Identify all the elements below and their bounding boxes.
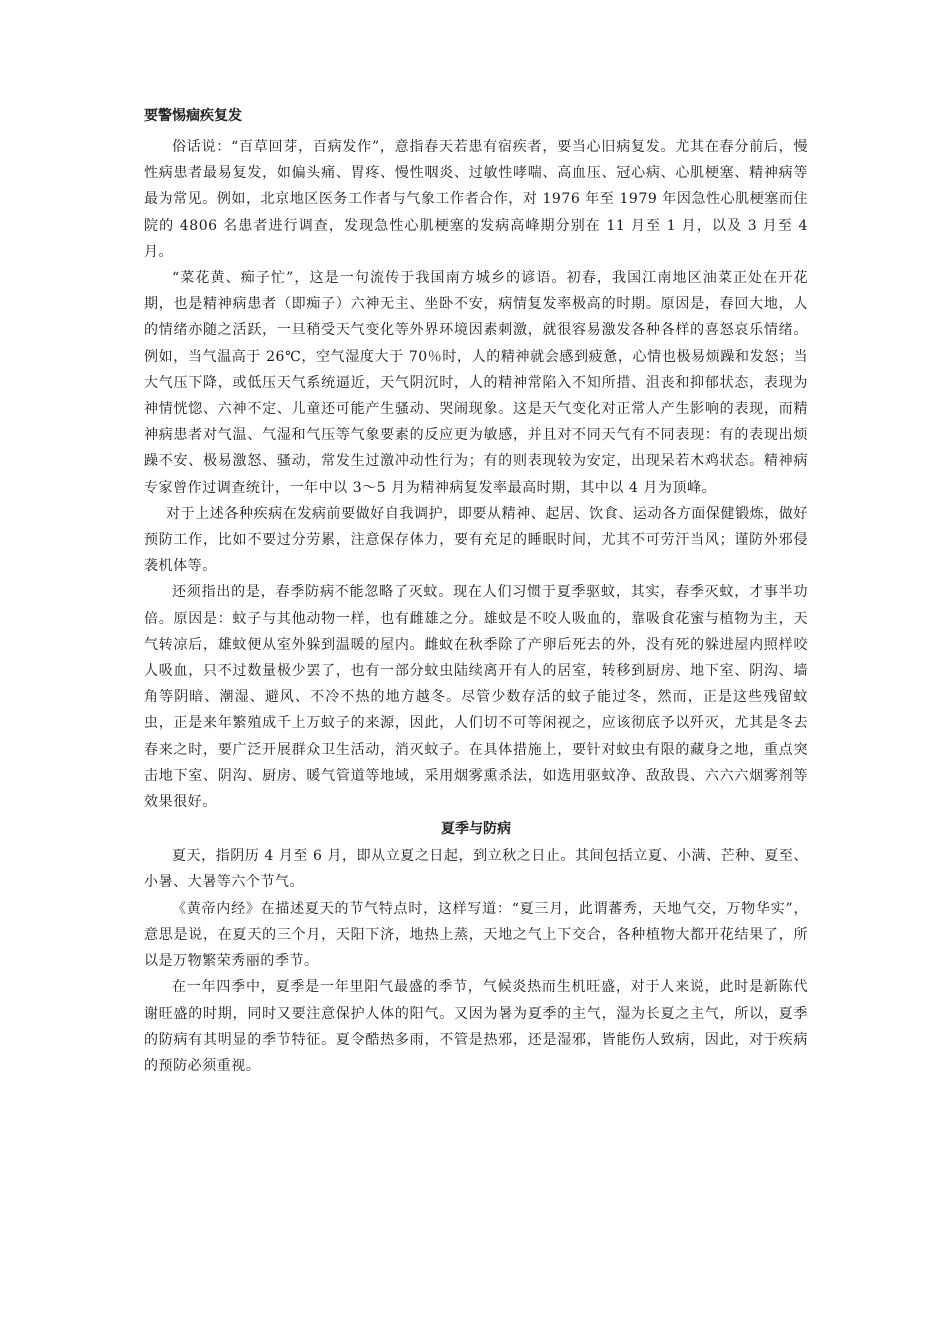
paragraph-huangdi-neijing: 《黄帝内经》在描述夏天的节气特点时，这样写道：“夏三月，此谓蕃秀，天地气交，万物华实”，意思是说，在夏天的三个月，天阳下济，地热上蒸，天地之气上下交合，各种植物大都开花结果了，所以是万物繁荣秀丽的季节。 (144, 900, 808, 970)
paragraph-mosquito-control: 还须指出的是，春季防病不能忽略了灭蚊。现在人们习惯于夏季驱蚊，其实，春季灭蚊，才事半功倍。原因是：蚊子与其他动物一样，也有雌雄之分。雄蚊是不咬人吸血的，靠吸食花蜜与植物为主，天气转凉后，雄蚊便从室外躲到温暖的屋内。雌蚊在秋季除了产卵后死去的外，没有死的躲进屋内照样咬人吸血，只不过数量极少罢了，也有一部分蚊虫陆续离开有人的居室，转移到厨房、地下室、阴沟、墙角等阴暗、潮湿、避风、不冷不热的地方越冬。尽管少数存活的蚊子能过冬，然而，正是这些残留蚊虫，正是来年繁殖成千上万蚊子的来源，因此，人们切不可等闲视之，应该彻底予以歼灭，尤其是冬去春来之时，要广泛开展群众卫生活动，消灭蚊子。在具体措施上，要针对蚊虫有限的藏身之地，重点突击地下室、阴沟、厨房、暖气管道等地域，采用烟雾熏杀法，如选用驱蚊净、敌敌畏、六六六烟雾剂等效果很好。 (144, 584, 808, 811)
paragraph-chronic-relapse: 俗话说：“百草回芽，百病发作”，意指春天若患有宿疾者，要当心旧病复发。尤其在春分前后，慢性病患者最易复发，如偏头痛、胃疼、慢性咽炎、过敏性哮喘、高血压、冠心病、心肌梗塞、精神病等最为常见。例如，北京地区医务工作者与气象工作者合作，对 1976 年至 1979 年因急性心肌梗塞而住院的 4806 名患者进行调查，发现急性心肌梗塞的发病高峰期分别在 11 月至 1 月，以及 3 月至 4 月。 (144, 139, 808, 260)
document-page (144, 98, 808, 1079)
section-title-summer: 夏季与防病 (441, 821, 511, 838)
paragraph-summer-prevention: 在一年四季中，夏季是一年里阳气最盛的季节，气候炎热而生机旺盛，对于人来说，此时是新陈代谢旺盛的时期，同时又要注意保护人体的阳气。又因为暑为夏季的主气，湿为长夏之主气，所以，夏季的防病有其明显的季节特征。夏令酷热多雨，不管是热邪，还是湿邪，皆能伤人致病，因此，对于疾病的预防必须重视。 (144, 979, 808, 1074)
paragraph-self-care: 对于上述各种疾病在发病前要做好自我调护，即要从精神、起居、饮食、运动各方面保健锻炼，做好预防工作，比如不要过分劳累，注意保存体力，要有充足的睡眠时间，尤其不可劳汗当风；谨防外邪侵袭机体等。 (144, 505, 808, 575)
paragraph-mental-illness: “菜花黄、痴子忙”，这是一句流传于我国南方城乡的谚语。初春，我国江南地区油菜正处在开花期，也是精神病患者（即痴子）六神无主、坐卧不安，病情复发率极高的时期。原因是，春回大地，人的情绪亦随之活跃，一旦稍受天气变化等外界环境因素刺激，就很容易激发各种各样的喜怒哀乐情绪。例如，当气温高于 26℃，空气湿度大于 70％时，人的精神就会感到疲惫，心情也极易烦躁和发怒；当大气压下降，或低压天气系统逼近，天气阴沉时，人的精神常陷入不知所措、沮丧和抑郁状态，表现为神情恍惚、六神不定、儿童还可能产生骚动、哭闹现象。这是天气变化对正常人产生影响的表现，而精神病患者对气温、气湿和气压等气象要素的反应更为敏感，并且对不同天气有不同表现：有的表现出烦躁不安、极易激怒、骚动，常发生过激冲动性行为；有的则表现较为安定，出现呆若木鸡状态。精神病专家曾作过调查统计，一年中以 3～5 月为精神病复发率最高时期，其中以 4 月为顶峰。 (144, 270, 808, 496)
section-title-relapse: 要警惕痼疾复发 (144, 108, 242, 124)
paragraph-summer-definition: 夏天，指阴历 4 月至 6 月，即从立夏之日起，到立秋之日止。其间包括立夏、小满、芒种、夏至、小暑、大暑等六个节气。 (144, 848, 808, 891)
